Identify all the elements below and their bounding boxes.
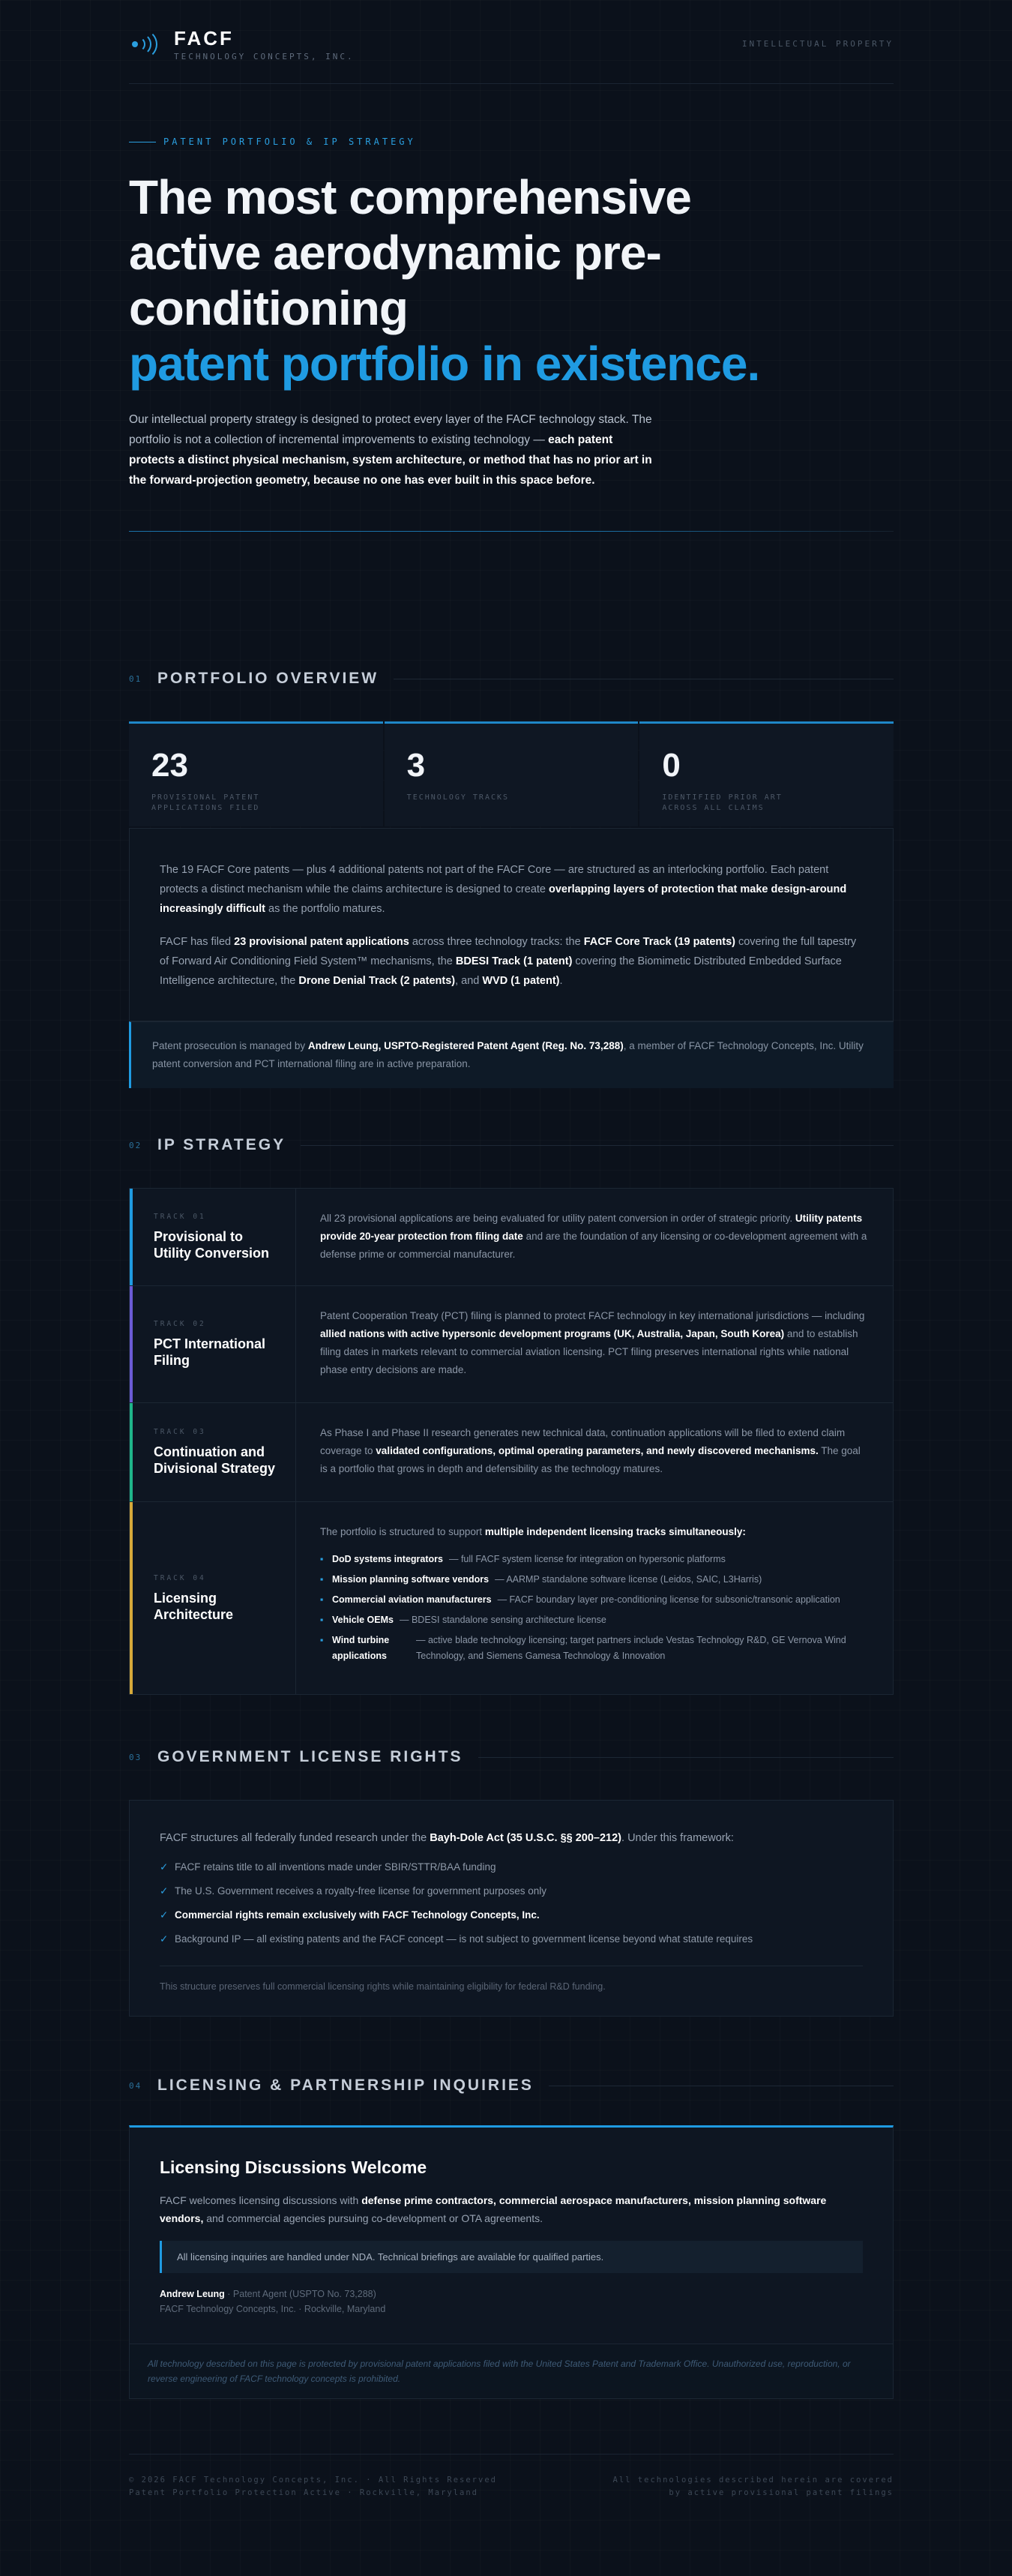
government-license-section (129, 1746, 894, 2017)
track-number: TRACK 04 (154, 1573, 206, 1582)
track-header (130, 1502, 296, 1694)
bullet-icon: ▪ (320, 1554, 324, 1564)
site-header (129, 27, 894, 84)
contact-name[interactable]: Andrew Leung (160, 2289, 225, 2299)
track-description: As Phase I and Phase II research generates new technical data, continuation applications will be filed to extend claim coverage to validated configurations, optimal operating parameters, and newly discovered mechanisms. The goal is a portfolio that grows in depth and defensibility as the technology matures. (320, 1427, 861, 1474)
legal-notice: All technology described on this page is protected by provisional patent applications filed with the United States Patent and Trademark Office. Unauthorized use, reproduction, or reverse engineering of FACF technology concepts is prohibited. (130, 2344, 893, 2398)
footer-location: Patent Portfolio Protection Active · Rockville, Maryland (129, 2488, 479, 2497)
gov-intro: FACF structures all federally funded research under the Bayh-Dole Act (35 U.S.C. §§ 200–212). Under this framework: (160, 1832, 734, 1844)
track-row (130, 1189, 893, 1286)
section-rule (301, 1145, 894, 1146)
track-row (130, 1403, 893, 1502)
section-rule (478, 1757, 894, 1758)
list-item: ✓ FACF retains title to all inventions made under SBIR/STTR/BAA funding (160, 1859, 863, 1876)
section-heading (129, 1746, 894, 1768)
section-heading (129, 1134, 894, 1156)
logo[interactable] (129, 27, 355, 61)
contact-org: FACF Technology Concepts, Inc. · Rockville, Maryland (160, 2304, 386, 2314)
footer-right (613, 2474, 894, 2500)
section-title: PORTFOLIO OVERVIEW (157, 670, 379, 687)
stat-label: PROVISIONAL PATENT APPLICATIONS FILED (151, 793, 260, 812)
check-icon: ✓ (160, 1861, 169, 1873)
ip-strategy-section (129, 1134, 894, 1695)
track-title: Provisional to Utility Conversion (154, 1229, 270, 1261)
list-item: ▪ Wind turbine applications — active blade technology licensing; target partners include Vestas Technology R&D, GE Vernova Wind Technology, and Siemens Gamesa Technology & Innovation (320, 1633, 869, 1664)
copyright: © 2026 FACF Technology Concepts, Inc. · All Rights Reserved (129, 2476, 497, 2485)
logo-mark-icon (129, 29, 159, 59)
hero-eyebrow: PATENT PORTFOLIO & IP STRATEGY (129, 136, 894, 147)
list-item: ▪ Commercial aviation manufacturers — FACF boundary layer pre-conditioning license for subsonic/transonic application (320, 1592, 869, 1608)
stat-value: 0 (662, 747, 681, 784)
track-title: PCT International Filing (154, 1336, 266, 1368)
track-number: TRACK 02 (154, 1320, 206, 1328)
licensing-tracks-list (320, 1552, 869, 1664)
hero-title-accent: patent portfolio in existence. (129, 337, 760, 391)
section-title: IP STRATEGY (157, 1136, 286, 1153)
bullet-icon: ▪ (320, 1574, 324, 1585)
nda-notice: All licensing inquiries are handled under NDA. Technical briefings are available for qualified parties. (160, 2241, 863, 2273)
track-header (130, 1286, 296, 1402)
licensing-text: FACF welcomes licensing discussions with defense prime contractors, commercial aerospace manufacturers, mission planning software vendors, and commercial agencies pursuing co-development or OTA agreements. (160, 2194, 827, 2224)
stat-card (639, 721, 894, 826)
track-description: Patent Cooperation Treaty (PCT) filing is planned to protect FACF technology in key international jurisdictions — including allied nations with active hypersonic development programs (UK, Australia, Japan, South Korea) and to establish filing dates in markets relevant to commercial aviation licensing. PCT filing preserves international rights while national phase entry decisions are made. (320, 1310, 865, 1375)
hero-title (129, 169, 760, 391)
check-icon: ✓ (160, 1933, 169, 1945)
bullet-icon: ▪ (320, 1615, 324, 1625)
site-footer (129, 2454, 894, 2500)
licensing-section (129, 2074, 894, 2399)
hero-title-line2: aerodynamic pre-conditioning (129, 226, 661, 335)
track-description: All 23 provisional applications are being evaluated for utility patent conversion in order of strategic priority. Utility patents provide 20-year protection from filing date and are the foundation of any licensing or co-development agreement with a defense prime or commercial manufacturer. (320, 1213, 867, 1260)
stat-card (129, 721, 383, 826)
portfolio-overview-section (129, 667, 894, 1088)
stat-label: TECHNOLOGY TRACKS (406, 793, 510, 802)
check-icon: ✓ (160, 1909, 169, 1921)
section-title: LICENSING & PARTNERSHIP INQUIRIES (157, 2077, 534, 2094)
licensing-title: Licensing Discussions Welcome (160, 2158, 427, 2177)
track-header (130, 1189, 296, 1285)
stats-row (129, 721, 894, 826)
section-number: 04 (129, 2080, 142, 2091)
stat-value: 23 (151, 747, 188, 784)
list-item: ▪ DoD systems integrators — full FACF system license for integration on hypersonic platforms (320, 1552, 869, 1567)
hero-divider (129, 531, 894, 532)
overview-body (129, 828, 894, 1021)
track-header (130, 1403, 296, 1501)
rights-list (160, 1859, 863, 1948)
section-number: 02 (129, 1140, 142, 1150)
stat-card (385, 721, 639, 826)
footer-disclaimer-2: by active provisional patent filings (669, 2488, 894, 2497)
hero-section (129, 136, 894, 532)
government-rights-box (129, 1800, 894, 2017)
section-number: 01 (129, 673, 142, 684)
contact-role: · Patent Agent (USPTO No. 73,288) (224, 2289, 376, 2299)
track-title: Licensing Architecture (154, 1590, 234, 1622)
stat-label: IDENTIFIED PRIOR ART ACROSS ALL CLAIMS (662, 793, 783, 812)
track-row (130, 1286, 893, 1403)
hero-title-line1: The most comprehensive active (129, 170, 691, 280)
track-description: The portfolio is structured to support multiple independent licensing tracks simultaneously: ▪ DoD systems integrators — full FACF system license for integration on hypersonic platforms ▪ Mission planning software vendors — AARMP standalone software license (Leidos, SAIC, L3Harris) ▪ Commercial aviation manufacturers — FACF boundary layer pre-conditioning license for subsonic/transonic application ▪ Vehicle OEMs — BDESI standalone sensing architecture license ▪ Wind turbine applications — active blade technology licensing; target partners include Vestas Technology R&D, GE Vernova Wind Technology, and Siemens Gamesa Technology & Innovation (296, 1502, 893, 1694)
logo-subtitle: TECHNOLOGY CONCEPTS, INC. (174, 52, 355, 61)
list-item: ▪ Vehicle OEMs — BDESI standalone sensing architecture license (320, 1612, 869, 1628)
logo-name: FACF (174, 27, 234, 49)
track-title: Continuation and Divisional Strategy (154, 1444, 276, 1476)
header-nav-label[interactable]: INTELLECTUAL PROPERTY (741, 39, 894, 49)
patent-agent-note: Patent prosecution is managed by Andrew Leung, USPTO-Registered Patent Agent (Reg. No. 73,288), a member of FACF Technology Concepts, Inc. Utility patent conversion and PCT international filing are in active preparation. (129, 1021, 894, 1088)
strategy-tracks (129, 1188, 894, 1695)
stat-value: 3 (406, 747, 426, 784)
track-row (130, 1502, 893, 1694)
overview-paragraph: FACF has filed 23 provisional patent applications across three technology tracks: the FACF Core Track (19 patents) covering the full tapestry of Forward Air Conditioning Field System™ mechanisms, the BDESI Track (1 patent) covering the Biomimetic Distributed Embedded Surface Intelligence architecture, the Drone Denial Track (2 patents), and WVD (1 patent). (160, 936, 857, 987)
section-number: 03 (129, 1752, 142, 1762)
section-heading (129, 667, 894, 690)
footer-disclaimer-1: All technologies described herein are covered (612, 2476, 894, 2485)
list-item: ✓ Background IP — all existing patents and the FACF concept — is not subject to government license beyond what statute requires (160, 1931, 863, 1948)
check-icon: ✓ (160, 1885, 169, 1897)
track-number: TRACK 03 (154, 1428, 206, 1436)
list-item: ✓ The U.S. Government receives a royalty-free license for government purposes only (160, 1883, 863, 1900)
track-number: TRACK 01 (154, 1213, 206, 1221)
section-title: GOVERNMENT LICENSE RIGHTS (157, 1748, 463, 1765)
gov-footnote: This structure preserves full commercial licensing rights while maintaining eligibility for federal R&D funding. (160, 1966, 863, 1992)
bullet-icon: ▪ (320, 1594, 324, 1605)
section-heading (129, 2074, 894, 2097)
hero-description: Our intellectual property strategy is designed to protect every layer of the FACF technology stack. The portfolio is not a collection of incremental improvements to existing technology — each patent protects a distinct physical mechanism, system architecture, or method that has no prior art in the forward-projection geometry, because no one has ever built in this space before. (129, 413, 652, 487)
bullet-icon: ▪ (320, 1635, 324, 1645)
overview-paragraph: The 19 FACF Core patents — plus 4 additional patents not part of the FACF Core — are structured as an interlocking portfolio. Each patent protects a distinct mechanism while the claims architecture is designed to create overlapping layers of protection that make design-around increasingly difficult as the portfolio matures. (160, 864, 847, 915)
contact-block (160, 2287, 863, 2317)
list-item: ▪ Mission planning software vendors — AARMP standalone software license (Leidos, SAIC, L3Harris) (320, 1572, 869, 1588)
footer-left (129, 2474, 497, 2500)
list-item: ✓ Commercial rights remain exclusively with FACF Technology Concepts, Inc. (160, 1907, 863, 1924)
licensing-box (129, 2125, 894, 2399)
